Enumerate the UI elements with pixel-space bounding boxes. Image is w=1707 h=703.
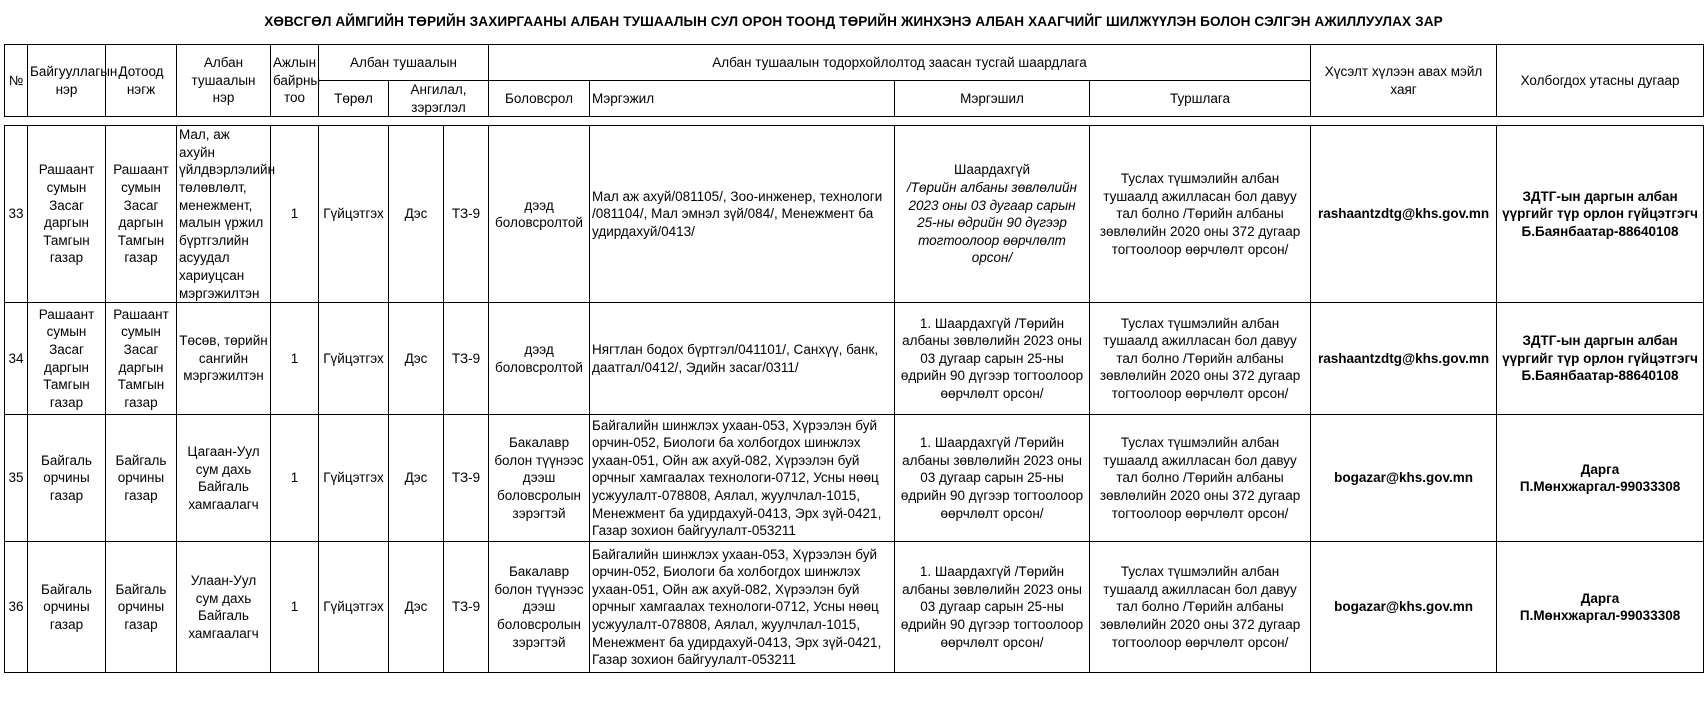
header-education: Боловсрол xyxy=(489,81,590,117)
cell-phone[interactable]: ЗДТГ-ын даргын албан үүргийг түр орлон гүйцэтгэгч Б.Баянбаатар-88640108 xyxy=(1497,303,1704,415)
header-org: Байгууллагын нэр xyxy=(28,45,106,117)
header-phone: Холбогдох утасны дугаар xyxy=(1497,45,1704,117)
cell-profession[interactable]: Нягтлан бодох бүртгэл/041101/, Санхүү, банк, даатгал/0412/, Эдийн засаг/0311/ xyxy=(590,303,895,415)
cell-type[interactable]: Гүйцэтгэх xyxy=(319,303,389,415)
cell-education[interactable]: дээд боловсролтой xyxy=(489,126,590,303)
cell-type[interactable]: Гүйцэтгэх xyxy=(319,126,389,303)
cell-phone[interactable]: Дарга П.Мөнхжаргал-99033308 xyxy=(1497,415,1704,542)
header-email: Хүсэлт хүлээн авах мэйл хаяг xyxy=(1311,45,1497,117)
cell-unit[interactable]: Байгаль орчины газар xyxy=(106,542,177,673)
header-position: Албан тушаалын нэр xyxy=(177,45,271,117)
header-experience: Туршлага xyxy=(1090,81,1311,117)
header-profession: Мэргэжил xyxy=(590,81,895,117)
cell-category[interactable]: Дэс xyxy=(389,415,444,542)
cell-grade[interactable]: ТЗ-9 xyxy=(444,303,489,415)
cell-email[interactable]: bogazar@khs.gov.mn xyxy=(1311,415,1497,542)
header-specialization: Мэргэшил xyxy=(895,81,1090,117)
spec-note: /Төрийн албаны зөвлөлийн 2023 оны 03 дугаар сарын 25-ны өдрийн 90 дүгээр тогтоолоор өөрчлөлт орсон/ xyxy=(907,179,1077,266)
cell-profession[interactable]: Байгалийн шинжлэх ухаан-053, Хүрээлэн буй орчин-052, Биологи ба холбогдох шинжлэх ухаан-051, Ойн аж ахуй-082, Хүрээлэн буй орчныг хамгаалах технологи-0712, Усны нөөц усжуулалт-078808, Аялал, жуулчлал-1015, Менежмент ба удирдахуй-0413, Эрх зүй-0421, Газар зохион байгуулалт-053211 xyxy=(590,542,895,673)
cell-type[interactable]: Гүйцэтгэх xyxy=(319,415,389,542)
cell-position[interactable]: Мал, аж ахуйн үйлдвэрлэлийн төлөвлөлт, менежмент, малын үржил бүртгэлийн асуудал хариуцсан мэргэжилтэн xyxy=(177,126,271,303)
cell-org[interactable]: Рашаант сумын Засаг даргын Тамгын газар xyxy=(28,126,106,303)
header-count: Ажлын байрны тоо xyxy=(271,45,319,117)
spacer-row xyxy=(5,117,1704,126)
cell-experience[interactable]: Туслах түшмэлийн албан тушаалд ажилласан бол давуу тал болно /Төрийн албаны зөвлөлийн 2020 оны 372 дугаар тогтоолоор өөрчлөлт орсон/ xyxy=(1090,126,1311,303)
header-num: № xyxy=(5,45,28,117)
cell-position[interactable]: Төсөв, төрийн сангийн мэргэжилтэн xyxy=(177,303,271,415)
cell-specialization[interactable]: 1. Шаардахгүй /Төрийн албаны зөвлөлийн 2023 оны 03 дугаар сарын 25-ны өдрийн 90 дүгээр тогтоолоор өөрчлөлт орсон/ xyxy=(895,303,1090,415)
cell-grade[interactable]: ТЗ-9 xyxy=(444,542,489,673)
header-unit: Дотоод нэгж xyxy=(106,45,177,117)
cell-education[interactable]: Бакалавр болон түүнээс дээш боловсролын зэрэгтэй xyxy=(489,415,590,542)
cell-category[interactable]: Дэс xyxy=(389,126,444,303)
cell-category[interactable]: Дэс xyxy=(389,542,444,673)
cell-num[interactable]: 35 xyxy=(5,415,28,542)
vacancy-table xyxy=(4,44,1704,673)
cell-education[interactable]: дээд боловсролтой xyxy=(489,303,590,415)
cell-grade[interactable]: ТЗ-9 xyxy=(444,415,489,542)
table-row[interactable] xyxy=(5,303,1704,415)
cell-email[interactable]: bogazar@khs.gov.mn xyxy=(1311,542,1497,673)
cell-org[interactable]: Рашаант сумын Засаг даргын Тамгын газар xyxy=(28,303,106,415)
cell-grade[interactable]: ТЗ-9 xyxy=(444,126,489,303)
cell-unit[interactable]: Рашаант сумын Засаг даргын Тамгын газар xyxy=(106,303,177,415)
cell-count[interactable]: 1 xyxy=(271,415,319,542)
cell-count[interactable]: 1 xyxy=(271,303,319,415)
cell-profession[interactable]: Мал аж ахуй/081105/, Зоо-инженер, технологи /081104/, Мал эмнэл зүй/084/, Менежмент ба удирдахуй/0413/ xyxy=(590,126,895,303)
spec-main: Шаардахгүй xyxy=(954,162,1030,178)
table-row[interactable] xyxy=(5,542,1704,673)
cell-phone[interactable]: Дарга П.Мөнхжаргал-99033308 xyxy=(1497,542,1704,673)
cell-category[interactable]: Дэс xyxy=(389,303,444,415)
cell-unit[interactable]: Рашаант сумын Засаг даргын Тамгын газар xyxy=(106,126,177,303)
cell-specialization[interactable]: 1. Шаардахгүй /Төрийн албаны зөвлөлийн 2023 оны 03 дугаар сарын 25-ны өдрийн 90 дүгээр тогтоолоор өөрчлөлт орсон/ xyxy=(895,415,1090,542)
cell-num[interactable]: 33 xyxy=(5,126,28,303)
cell-type[interactable]: Гүйцэтгэх xyxy=(319,542,389,673)
cell-position[interactable]: Цагаан-Уул сум дахь Байгаль хамгаалагч xyxy=(177,415,271,542)
cell-profession[interactable]: Байгалийн шинжлэх ухаан-053, Хүрээлэн буй орчин-052, Биологи ба холбогдох шинжлэх ухаан-051, Ойн аж ахуй-082, Хүрээлэн буй орчныг хамгаалах технологи-0712, Усны нөөц усжуулалт-078808, Аялал, жуулчлал-1015, Менежмент ба удирдахуй-0413, Эрх зүй-0421, Газар зохион байгуулалт-053211 xyxy=(590,415,895,542)
cell-unit[interactable]: Байгаль орчины газар xyxy=(106,415,177,542)
header-category: Ангилал, зэрэглэл xyxy=(389,81,489,117)
cell-specialization[interactable]: 1. Шаардахгүй /Төрийн албаны зөвлөлийн 2023 оны 03 дугаар сарын 25-ны өдрийн 90 дүгээр тогтоолоор өөрчлөлт орсон/ xyxy=(895,542,1090,673)
cell-phone[interactable]: ЗДТГ-ын даргын албан үүргийг түр орлон гүйцэтгэгч Б.Баянбаатар-88640108 xyxy=(1497,126,1704,303)
cell-count[interactable]: 1 xyxy=(271,126,319,303)
cell-num[interactable]: 34 xyxy=(5,303,28,415)
cell-experience[interactable]: Туслах түшмэлийн албан тушаалд ажилласан бол давуу тал болно /Төрийн албаны зөвлөлийн 2020 оны 372 дугаар тогтоолоор өөрчлөлт орсон/ xyxy=(1090,415,1311,542)
table-row[interactable] xyxy=(5,415,1704,542)
header-pos-group: Албан тушаалын xyxy=(319,45,489,81)
cell-email[interactable]: rashaantzdtg@khs.gov.mn xyxy=(1311,126,1497,303)
cell-org[interactable]: Байгаль орчины газар xyxy=(28,542,106,673)
cell-experience[interactable]: Туслах түшмэлийн албан тушаалд ажилласан бол давуу тал болно /Төрийн албаны зөвлөлийн 2020 оны 372 дугаар тогтоолоор өөрчлөлт орсон/ xyxy=(1090,303,1311,415)
table-header xyxy=(5,45,1704,117)
cell-specialization[interactable] xyxy=(895,126,1090,303)
cell-experience[interactable]: Туслах түшмэлийн албан тушаалд ажилласан бол давуу тал болно /Төрийн албаны зөвлөлийн 2020 оны 372 дугаар тогтоолоор өөрчлөлт орсон/ xyxy=(1090,542,1311,673)
cell-count[interactable]: 1 xyxy=(271,542,319,673)
header-type: Төрөл xyxy=(319,81,389,117)
table-row[interactable] xyxy=(5,126,1704,303)
cell-email[interactable]: rashaantzdtg@khs.gov.mn xyxy=(1311,303,1497,415)
cell-position[interactable]: Улаан-Уул сум дахь Байгаль хамгаалагч xyxy=(177,542,271,673)
cell-education[interactable]: Бакалавр болон түүнээс дээш боловсролын зэрэгтэй xyxy=(489,542,590,673)
header-req-group: Албан тушаалын тодорхойлолтод заасан тусгай шаардлага xyxy=(489,45,1311,81)
page-title: ХӨВСГӨЛ АЙМГИЙН ТӨРИЙН ЗАХИРГААНЫ АЛБАН ТУШААЛЫН СУЛ ОРОН ТООНД ТӨРИЙН ЖИНХЭНЭ АЛБАН ХААГЧИЙГ ШИЛЖҮҮЛЭН БОЛОН СЭЛГЭН АЖИЛЛУУЛАХ ЗАР xyxy=(264,14,1443,29)
cell-org[interactable]: Байгаль орчины газар xyxy=(28,415,106,542)
cell-num[interactable]: 36 xyxy=(5,542,28,673)
